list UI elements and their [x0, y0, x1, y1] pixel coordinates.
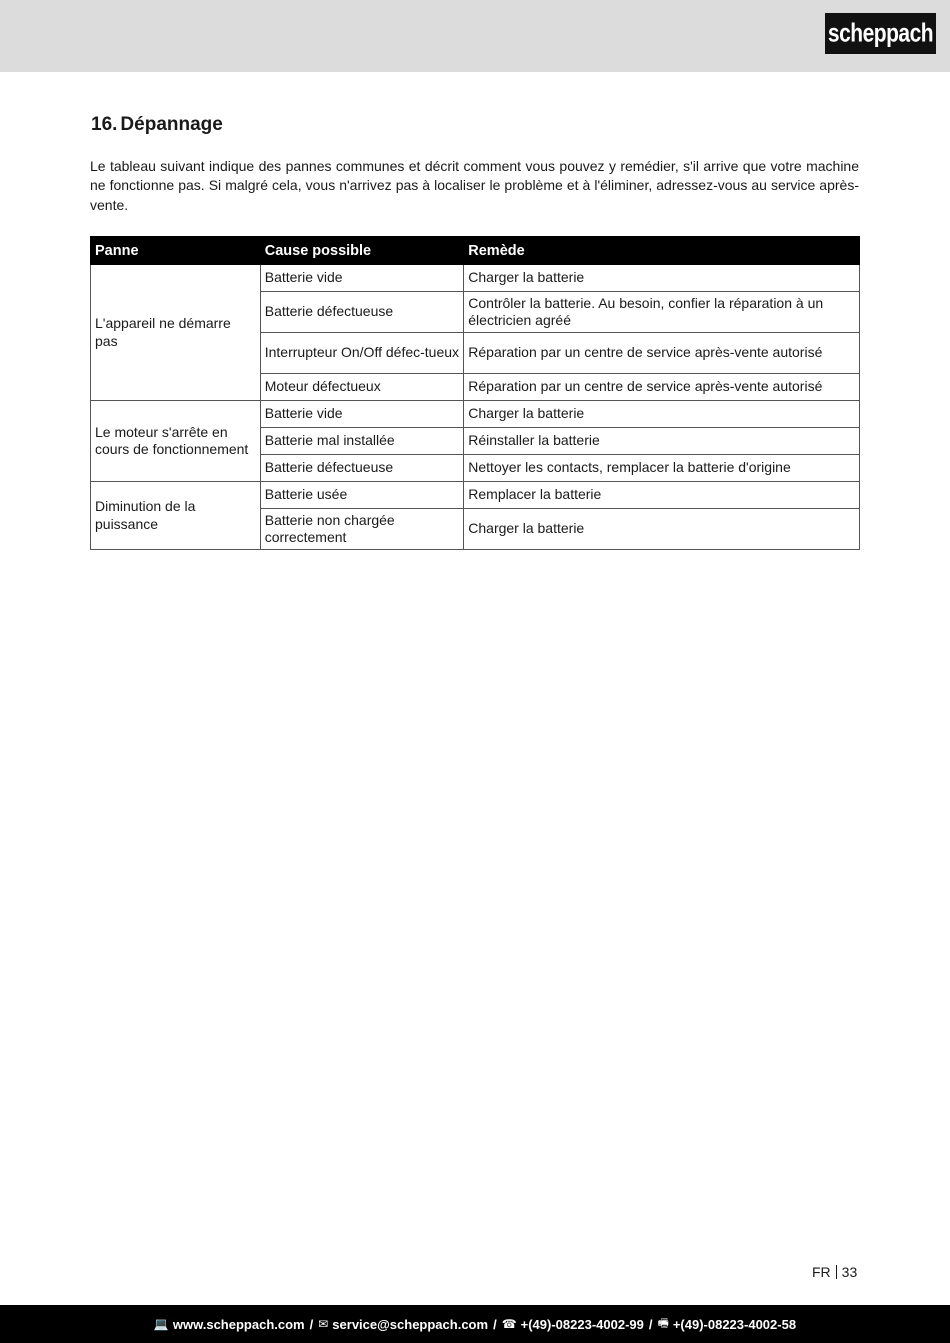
cause-cell: Batterie vide [260, 401, 464, 428]
table-row [91, 482, 860, 509]
header-remede: Remède [464, 237, 860, 265]
panne-cell: Diminution de la puissance [91, 482, 261, 550]
cause-cell: Batterie mal installée [260, 428, 464, 455]
email-icon: ✉ [318, 1317, 329, 1331]
remede-cell: Charger la batterie [464, 401, 860, 428]
footer-fax: +(49)-08223-4002-58 [672, 1316, 797, 1332]
cause-cell: Moteur défectueux [260, 374, 464, 401]
cause-cell: Batterie non chargée correctement [260, 509, 464, 550]
page-footer [0, 1305, 950, 1343]
cause-cell: Batterie usée [260, 482, 464, 509]
footer-separator: / [648, 1316, 653, 1332]
panne-cell: L'appareil ne démarre pas [91, 265, 261, 401]
computer-icon: 💻 [153, 1317, 169, 1331]
footer-separator: / [309, 1316, 314, 1332]
fax-icon: 🖷 [657, 1315, 669, 1330]
footer-email[interactable]: service@scheppach.com [332, 1316, 489, 1332]
remede-cell: Contrôler la batterie. Au besoin, confier la réparation à un électricien agréé [464, 292, 860, 333]
troubleshooting-table [90, 236, 860, 550]
page-num: 33 [841, 1264, 858, 1280]
panne-cell: Le moteur s'arrête en cours de fonctionnement [91, 401, 261, 482]
page-number [812, 1264, 857, 1280]
cause-cell: Batterie défectueuse [260, 455, 464, 482]
page-header [0, 0, 950, 72]
section-title-text: Dépannage [120, 114, 223, 135]
remede-cell: Nettoyer les contacts, remplacer la batterie d'origine [464, 455, 860, 482]
remede-cell: Réparation par un centre de service après-vente autorisé [464, 374, 860, 401]
remede-cell: Réparation par un centre de service après-vente autorisé [464, 333, 860, 374]
header-panne: Panne [91, 237, 261, 265]
remede-cell: Réinstaller la batterie [464, 428, 860, 455]
cause-cell: Batterie défectueuse [260, 292, 464, 333]
section-title [91, 114, 223, 136]
table-row [91, 401, 860, 428]
remede-cell: Charger la batterie [464, 509, 860, 550]
remede-cell: Charger la batterie [464, 265, 860, 292]
header-cause: Cause possible [260, 237, 464, 265]
cause-cell: Interrupteur On/Off défec-tueux [260, 333, 464, 374]
page-divider [836, 1265, 837, 1279]
scheppach-logo: scheppach [825, 13, 936, 54]
table-header-row [91, 237, 860, 265]
remede-cell: Remplacer la batterie [464, 482, 860, 509]
footer-phone: +(49)-08223-4002-99 [520, 1316, 644, 1332]
table-row [91, 265, 860, 292]
footer-separator: / [493, 1316, 497, 1332]
page-lang: FR [812, 1264, 831, 1280]
footer-website[interactable]: www.scheppach.com [172, 1316, 305, 1332]
section-number: 16. [91, 114, 118, 135]
cause-cell: Batterie vide [260, 265, 464, 292]
intro-paragraph: Le tableau suivant indique des pannes communes et décrit comment vous pouvez y remédier, s'il arrive que votre machine ne fonctionne pas. Si malgré cela, vous n'arrivez pas à localiser le problème et à l'éliminer, adressez-vous au service après-vente. [90, 158, 859, 213]
phone-icon: ☎ [501, 1317, 517, 1331]
